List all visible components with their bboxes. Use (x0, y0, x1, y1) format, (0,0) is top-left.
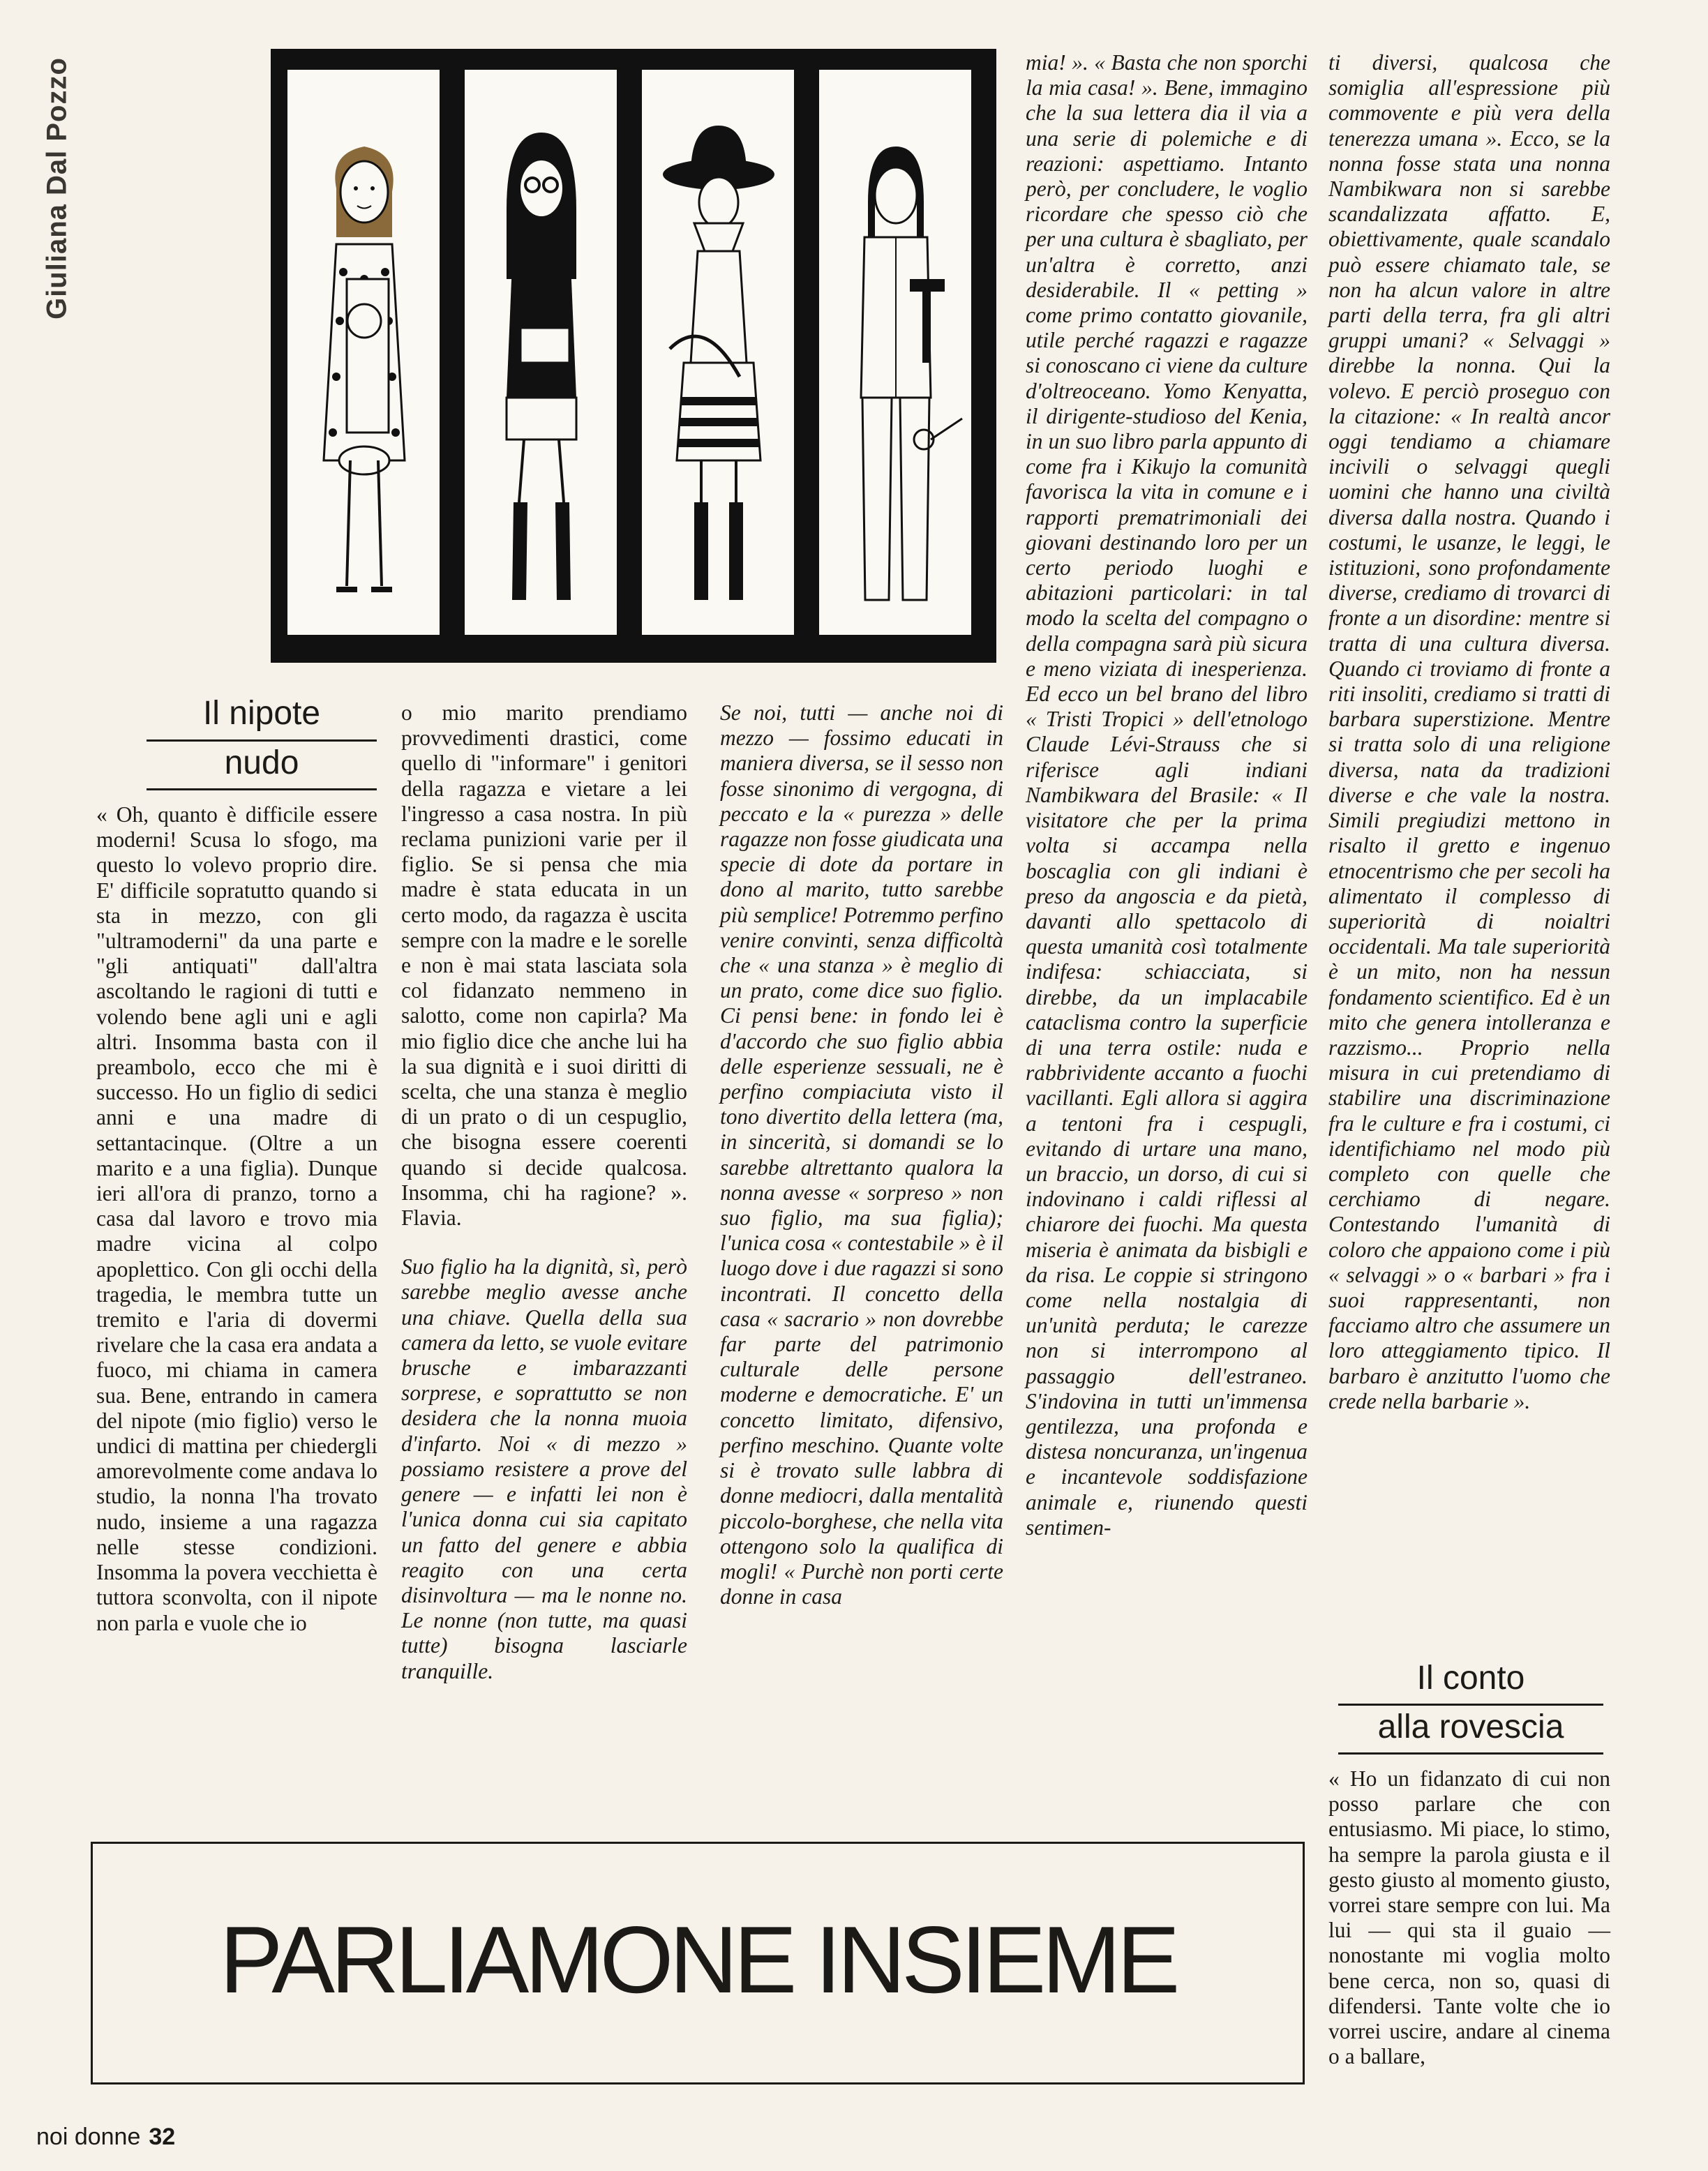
mother-with-baby-icon (287, 70, 440, 635)
girl-with-glasses-icon (465, 70, 617, 635)
illustration-panel (271, 49, 996, 663)
article-title-line1: Il nipote (202, 695, 321, 732)
heading-rule (147, 788, 377, 790)
article-column-4 (1026, 50, 1308, 1540)
letter-text: o mio marito prendiamo provvedimenti drastici, come quello di "informare" i genitori della ragazza e vietare a lei l'ingresso a casa nostra. In più reclama punizioni varie per il figlio. Se si pensa che mia madre è stata educata in un certo modo, da ragazza è uscita sempre con la madre e le sorelle e non è mai stata lasciata sola col fidanzato nemmeno in salotto, come non capirla? Ma mio figlio dice che anche lui ha la sua dignità e i suoi diritti di scelta, che una stanza è meglio di un prato o di un cespuglio, che bisogna essere coerenti quando si decide qualcosa. Insomma, chi ha ragione? ». Flavia. (401, 700, 687, 1231)
section-title-box (91, 1842, 1305, 2084)
heading-rule (147, 739, 377, 742)
article-column-3 (720, 700, 1003, 1609)
page-footer (36, 2124, 175, 2151)
reply-text: ti diversi, qualcosa che somiglia all'espressione più commovente e più vera della tenerezza umana ». Ecco, se la nonna fosse stata una nonna Nambikwara non si sarebbe scandalizzata affatto. E, obiettivamente, quale scandalo può essere chiamato tale, se non ha alcun valore in altre parti della terra, fra gli altri gruppi umani? « Selvaggi » direbbe la nonna. Qui la volevo. E perciò proseguo con la citazione: « In realtà ancor oggi tendiamo a chiamare incivili o selvaggi quegli uomini che hanno una civiltà diversa dalla nostra. Quando i costumi, le usanze, le leggi, le istituzioni, sono profondamente diverse, crediamo di trovarci di fronte a un disordine: mentre si tratta di una cultura diversa. Quando ci troviamo di fronte a riti insoliti, crediamo si tratti di barbara superstizione. Mentre si tratta solo di una religione diversa, nata da tradizioni diverse e che vale la nostra. Simili pregiudizi mettono in risalto il gretto e ingenuo etnocentrismo che per secoli ha alimentato il complesso di superiorità di noialtri occidentali. Ma tale superiorità è un mito, non ha nessun fondamento scientifico. Ed è un mito che genera intolleranza e razzismo... Proprio nella misura in cui pretendiamo di stabilire una discriminazione fra le culture e fra i costumi, ci identifichiamo nel modo più completo con quelle che cerchiamo di negare. Contestando l'umanità di coloro che appaiono come i più « selvaggi » o « barbari » fra i suoi rappresentanti, non facciamo altro che assumere un loro atteggiamento tipico. Il barbaro è anzitutto l'uomo che crede nella barbarie ». (1328, 50, 1610, 1413)
section-title: PARLIAMONE INSIEME (219, 1907, 1176, 2013)
article-column-2 (401, 700, 687, 1684)
page-number: 32 (149, 2124, 176, 2150)
heading-rule (1338, 1704, 1603, 1706)
letter-text: « Oh, quanto è difficile essere moderni! Scusa lo sfogo, ma questo lo volevo proprio dire. E' difficile sopratutto quando si sta in mezzo, con gli "ultramoderni" da una parte e "gli antiquati" dall'altra ascoltando le ragioni di tutti e volendo bene agli uni e agli altri. Insomma basta con il preambolo, ecco che mi è successo. Ho un figlio di sedici anni e una madre di settantacinque. (Oltre a un marito e a una figlia). Dunque ieri all'ora di pranzo, torno a casa dal lavoro e trovo mia madre vicina al colpo apoplettico. Con gli occhi della tragedia, le membra tutte un tremito e l'aria di dovermi rivelare che la casa era andata a fuoco, mi chiama in camera sua. Bene, entrando in camera del nipote (mio figlio) verso le undici di mattina per chiedergli amorevolmente come andava lo studio, la nonna l'ha trovato nudo, insieme a una ragazza nelle stesse condizioni. Insomma la povera vecchietta è tuttora sconvolta, con il nipote non parla e vuole che io (96, 802, 377, 1635)
reply-text: Suo figlio ha la dignità, sì, però sarebbe meglio avesse anche una chiave. Quella della sua camera da letto, se vuole evitare brusche e imbarazzanti sorprese, e soprattutto se non desidera che la nonna muoia d'infarto. Noi « di mezzo » possiamo resistere a prove del genere — e infatti lei non è l'unica donna cui sia capitato un fatto del genere e abbia reagito con una certa disinvoltura — ma le nonne no. Le nonne (non tutte, ma quasi tutte) bisogna lasciarle tranquille. (401, 1254, 687, 1683)
article-column-1 (96, 802, 377, 1636)
girl-with-tools-icon (819, 70, 971, 635)
heading-rule (1338, 1752, 1603, 1755)
author-name: Giuliana Dal Pozzo (41, 57, 73, 320)
girl-with-hat-icon (642, 70, 794, 635)
article-title-line2: nudo (224, 744, 299, 781)
byline (36, 42, 78, 335)
article2-title-line2: alla rovescia (1377, 1708, 1564, 1745)
article2-title-line1: Il conto (1416, 1660, 1525, 1697)
article2-column (1328, 1766, 1610, 2069)
reply-text: mia! ». « Basta che non sporchi la mia casa! ». Bene, immagino che la sua lettera dia il via a una serie di polemiche e di reazioni: aspettiamo. Intanto però, per concludere, le voglio ricordare che spesso ciò che per una cultura è sbagliato, per un'altra è corretto, anzi desiderabile. Il « petting » come primo contatto giovanile, utile perché ragazzi e ragazze si conoscano ci viene da culture d'oltreoceano. Yomo Kenyatta, il dirigente-studioso del Kenia, in un suo libro parla appunto di come fra i Kikujo la comunità favorisca la vita in comune e i rapporti prematrimoniali dei giovani destinando loro per un certo periodo luoghi e abitazioni particolari: in tal modo la scelta del compagno o della compagna sarà più sicura e meno viziata di inesperienza. Ed ecco un bel brano del libro « Tristi Tropici » dell'etnologo Claude Lévi-Strauss che si riferisce agli indiani Nambikwara del Brasile: « Il visitatore che per la prima volta si accampa nella boscaglia con gli indiani è preso da angoscia e da pietà, davanti allo spettacolo di questa umanità così totalmente indifesa: schiacciata, si direbbe, da un implacabile cataclisma contro la superficie di una terra ostile: nuda e rabbrividente accanto a fuochi vacillanti. Egli allora si aggira a tentoni fra i cespugli, evitando di urtare una mano, un braccio, un dorso, di cui si indovinano i caldi riflessi al chiarore dei fuochi. Ma questa miseria è animata da bisbigli e da risa. Le coppie si stringono come nella nostalgia di un'unità perduta; le carezze non si interrompono al passaggio dell'estraneo. S'indovina in tutti un'immensa gentilezza, una profonda e distesa noncuranza, un'ingenua e incantevole soddisfazione animale e, riunendo questi sentimen- (1026, 50, 1308, 1540)
article-column-5 (1328, 50, 1610, 1414)
magazine-name: noi donne (36, 2124, 141, 2150)
reply-text: Se noi, tutti — anche noi di mezzo — fossimo educati in maniera diversa, se il sesso non fosse sinonimo di vergogna, di peccato e la « purezza » delle ragazze non fosse giudicata una specie di dote da portare in dono al marito, tutto sarebbe più semplice! Potremmo perfino venire convinti, senza difficoltà che « una stanza » è meglio di un prato, come dice suo figlio. Ci pensi bene: in fondo lei è d'accordo che suo figlio abbia delle esperienze sessuali, ne è perfino compiaciuta visto il tono divertito della lettera (ma, in sincerità, si domandi se lo sarebbe altrettanto qualora la nonna avesse « sorpreso » non suo figlio, ma sua figlia); l'unica cosa « contestabile » è il luogo dove i due ragazzi si sono incontrati. Il concetto della casa « sacrario » non dovrebbe far parte del patrimonio culturale delle persone moderne e democratiche. E' un concetto limitato, difensivo, perfino meschino. Quante volte si è trovato sulle labbra di donne mediocri, dalla mentalità piccolo-borghese, che nella vita ottengono solo la qualifica di mogli! « Purchè non porti certe donne in casa (720, 700, 1003, 1609)
letter-text: « Ho un fidanzato di cui non posso parlare che con entusiasmo. Mi piace, lo stimo, ha sempre la parola giusta e il gesto giusto al momento giusto, vorrei stare sempre con lui. Ma lui — qui sta il guaio — nonostante mi voglia molto bene cerca, non so, quasi di difendersi. Tante volte che io vorrei uscire, andare al cinema o a ballare, (1328, 1766, 1610, 2069)
